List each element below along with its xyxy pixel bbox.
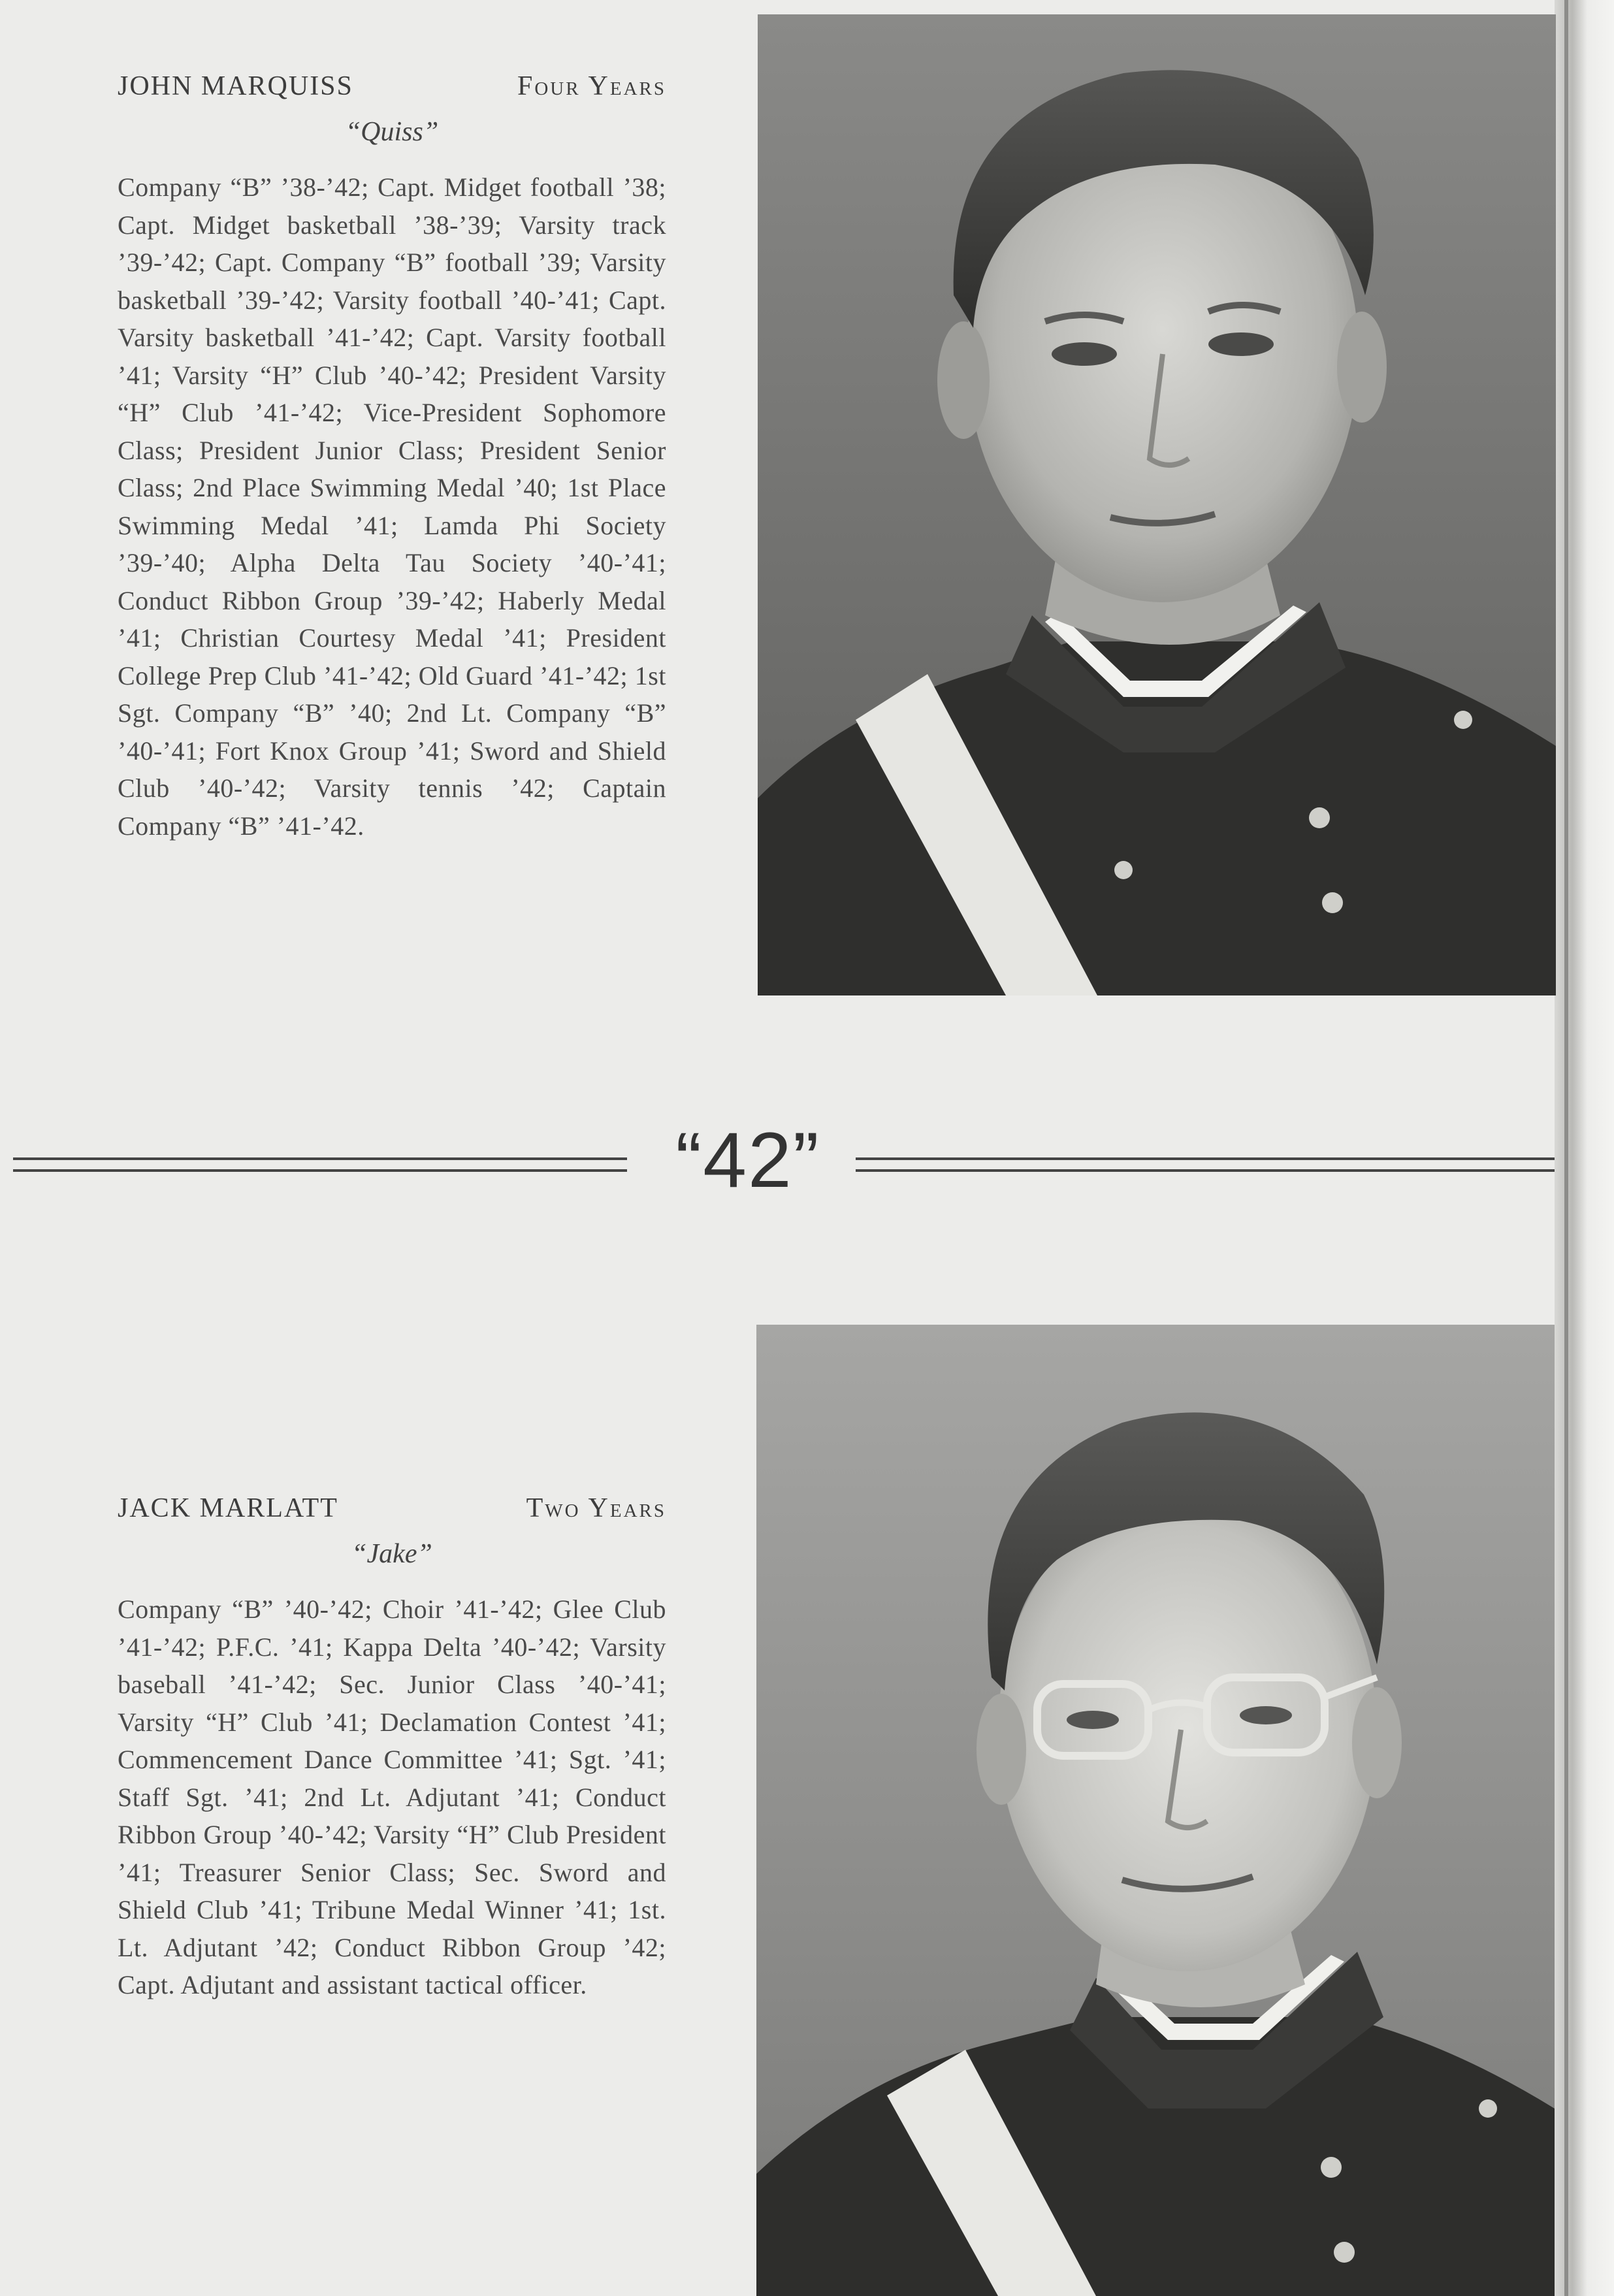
portrait-marlatt-image	[756, 1325, 1555, 2296]
student-activities: Company “B” ’40-’42; Choir ’41-’42; Glee Club ’41-’42; P.F.C. ’41; Kappa Delta ’40-’42; Varsity baseball ’41-’42; Sec. Junior Class ’40-’41; Varsity “H” Club ’41; Declamation Contest ’41; Commencement Dance Committee ’41; Sgt. ’41; Staff Sgt. ’41; 2nd Lt. Adjutant ’41; Conduct Ribbon Group ’40-’42; Varsity “H” Club President ’41; Treasurer Senior Class; Sec. Sword and Shield Club ’41; Tribune Medal Winner ’41; 1st. Lt. Adjutant ’42; Conduct Ribbon Group ’42; Capt. Adjutant and assistant tactical officer.	[118, 1594, 666, 1999]
year-divider	[13, 1116, 1555, 1204]
student-nickname: “Quiss”	[345, 117, 439, 147]
bio-block-marlatt	[118, 1493, 666, 2004]
student-activities: Company “B” ’38-’42; Capt. Midget football ’38; Capt. Midget basketball ’38-’39; Varsity track ’39-’42; Capt. Company “B” football ’39; Varsity basketball ’39-’42; Varsity football ’40-’41; Capt. Varsity basketball ’41-’42; Capt. Varsity football ’41; Varsity “H” Club ’40-’42; President Varsity “H” Club ’41-’42; Vice-President Sophomore Class; President Junior Class; President Senior Class; 2nd Place Swimming Medal ’40; 1st Place Swimming Medal ’41; Lamda Phi Society ’39-’40; Alpha Delta Tau Society ’40-’41; Conduct Ribbon Group ’39-’42; Haberly Medal ’41; Christian Courtesy Medal ’41; President College Prep Club ’41-’42; Old Guard ’41-’42; 1st Sgt. Company “B” ’40; 2nd Lt. Company “B” ’40-’41; Fort Knox Group ’41; Sword and Shield Club ’40-’42; Varsity tennis ’42; Captain Company “B” ’41-’42.	[118, 172, 666, 841]
bio-block-marquiss	[118, 71, 666, 845]
bio-header	[118, 71, 666, 110]
divider-rule-right	[856, 1157, 1555, 1172]
years-attended: Four Years	[517, 71, 666, 101]
page-gutter	[1555, 0, 1614, 2296]
years-attended: Two Years	[526, 1493, 666, 1523]
student-name: JACK MARLATT	[118, 1493, 338, 1523]
student-nickname: “Jake”	[351, 1539, 432, 1569]
class-year-mark: “42”	[675, 1116, 820, 1204]
portrait-photo-marlatt	[756, 1325, 1555, 2296]
student-name: JOHN MARQUISS	[118, 71, 353, 101]
divider-rule-left	[13, 1157, 627, 1172]
portrait-photo-marquiss	[758, 14, 1556, 995]
binding-line	[1564, 0, 1568, 2296]
bio-header	[118, 1493, 666, 1532]
portrait-marquiss-image	[758, 14, 1556, 995]
